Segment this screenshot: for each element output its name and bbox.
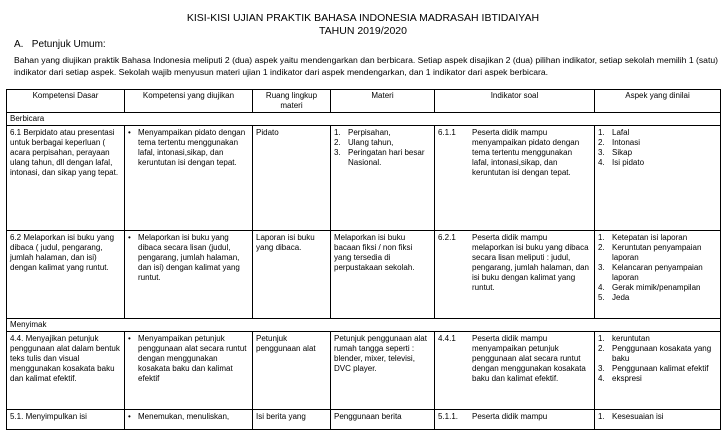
header-cell: Aspek yang dinilai xyxy=(595,90,721,113)
table-row xyxy=(7,332,721,410)
aspek-cell: 1. keruntutan 2. Penggunaan kosakata yang baku 3. Penggunaan kalimat efektif 4. ekspresi xyxy=(595,332,721,410)
indikator-cell: 6.1.1 Peserta didik mampu menyampaikan pidato dengan tema tertentu menggunakan lafal, intonasi,sikap, dan keruntutan isi dengan tepat. xyxy=(435,126,595,231)
aspek-cell: 1. Ketepatan isi laporan 2. Keruntutan penyampaian laporan 3. Kelancaran penyampaian laporan 4. Gerak mimik/penampilan 5. Jeda xyxy=(595,231,721,319)
document-subtitle: TAHUN 2019/2020 xyxy=(319,25,407,37)
group-label: Berbicara xyxy=(7,113,721,126)
kompetensi-cell: • Menyampaikan petunjuk penggunaan alat secara runtut dengan menggunakan kosakata baku dan kalimat efektif xyxy=(125,332,253,410)
materi-cell: Melaporkan isi buku bacaan fiksi / non fiksi yang tersedia di perpustakaan sekolah. xyxy=(331,231,435,319)
kd-cell: 6.2 Melaporkan isi buku yang dibaca ( judul, pengarang, jumlah halaman, dan isi) dengan kalimat yang runtut. xyxy=(7,231,125,319)
header-cell: Indikator soal xyxy=(435,90,595,113)
table-row xyxy=(7,410,721,430)
document-title: KISI-KISI UJIAN PRAKTIK BAHASA INDONESIA MADRASAH IBTIDAIYAH xyxy=(186,12,540,24)
header-cell: Kompetensi Dasar xyxy=(7,90,125,113)
indikator-cell: 6.2.1 Peserta didik mampu melaporkan isi buku yang dibaca secara lisan meliputi : judul, pengarang, jumlah halaman, dan isi buku dengan kalimat yang runtut. xyxy=(435,231,595,319)
table-header-row xyxy=(7,90,721,113)
kd-cell: 5.1. Menyimpulkan isi xyxy=(7,410,125,430)
section-heading xyxy=(14,39,106,50)
kd-cell: 6.1 Berpidato atau presentasi untuk berbagai keperluan ( acara perpisahan, perayaan ulang tahun, dll dengan lafal, intonasi, dan sikap yang tepat. xyxy=(7,126,125,231)
aspek-cell: 1. Kesesuaian isi xyxy=(595,410,721,430)
indikator-cell: 4.4.1 Peserta didik mampu menyampaikan petunjuk penggunaan alat secara runtut dengan menggunakan kosakata baku dan kalimat efektif. xyxy=(435,332,595,410)
table-row xyxy=(7,126,721,231)
kompetensi-cell: • Melaporkan isi buku yang dibaca secara lisan (judul, pengarang, jumlah halaman, dan isi) dengan kalimat yang runtut. xyxy=(125,231,253,319)
group-row xyxy=(7,319,721,332)
materi-cell: 1. Perpisahan, 2. Ulang tahun, 3. Peringatan hari besar Nasional. xyxy=(331,126,435,231)
ruang-cell: Isi berita yang xyxy=(253,410,331,430)
aspek-cell: 1. Lafal 2. Intonasi 3. Sikap 4. Isi pidato xyxy=(595,126,721,231)
kisi-kisi-table xyxy=(6,89,721,430)
section-letter: A. xyxy=(14,39,24,50)
table-row xyxy=(7,231,721,319)
header-cell: Materi xyxy=(331,90,435,113)
group-row xyxy=(7,113,721,126)
header-cell: Ruang lingkup materi xyxy=(253,90,331,113)
materi-cell: Penggunaan berita xyxy=(331,410,435,430)
section-label: Petunjuk Umum: xyxy=(31,39,106,50)
intro-paragraph: Bahan yang diujikan praktik Bahasa Indonesia meliputi 2 (dua) aspek yaitu mendengarkan dan berbicara. Setiap aspek disajikan 2 (dua) pilihan indikator, setiap sekolah memilih 1 (satu) indikator dari setiap aspek. Sekolah wajib menyusun materi ujian 1 indikator dari aspek mendengarkan, dan 1 indikator dari aspek berbicara. xyxy=(14,55,718,77)
group-label: Menyimak xyxy=(7,319,721,332)
ruang-cell: Petunjuk penggunaan alat xyxy=(253,332,331,410)
kompetensi-cell: • Menyampaikan pidato dengan tema tertentu menggunakan lafal, intonasi,sikap, dan keruntutan isi dengan tepat. xyxy=(125,126,253,231)
header-cell: Kompetensi yang diujikan xyxy=(125,90,253,113)
ruang-cell: Laporan isi buku yang dibaca. xyxy=(253,231,331,319)
indikator-cell: 5.1.1. Peserta didik mampu xyxy=(435,410,595,430)
ruang-cell: Pidato xyxy=(253,126,331,231)
materi-cell: Petunjuk penggunaan alat rumah tangga seperti : blender, mixer, televisi, DVC player. xyxy=(331,332,435,410)
kompetensi-cell: • Menemukan, menuliskan, xyxy=(125,410,253,430)
kd-cell: 4.4. Menyajikan petunjuk penggunaan alat dalam bentuk teks tulis dan visual menggunakan kosakata baku dan kalimat efektif. xyxy=(7,332,125,410)
